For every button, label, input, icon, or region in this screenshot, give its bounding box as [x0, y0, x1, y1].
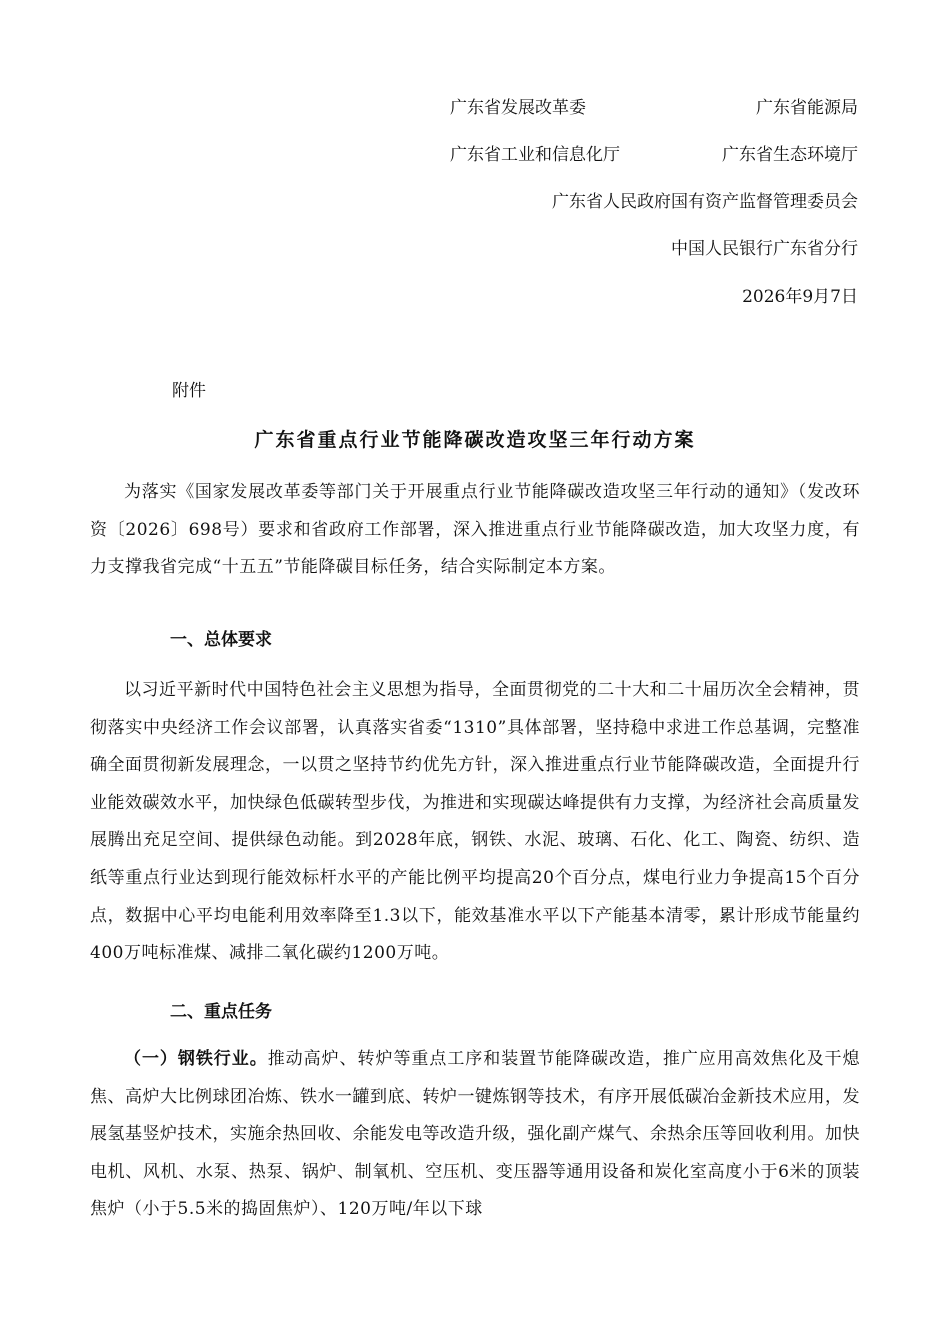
issuer-miit: 广东省工业和信息化厅 — [450, 145, 620, 165]
issuer-pboc: 中国人民银行广东省分行 — [671, 239, 858, 259]
steel-industry-paragraph — [90, 1041, 860, 1229]
issuer-ndrc: 广东省发展改革委 — [450, 98, 586, 118]
overall-requirements-paragraph: 以习近平新时代中国特色社会主义思想为指导，全面贯彻党的二十大和二十届历次全会精神，贯彻落实中央经济工作会议部署，认真落实省委“1310”具体部署，坚持稳中求进工作总基调，完整准确全面贯彻新发展理念，一以贯之坚持节约优先方针，深入推进重点行业节能降碳改造，全面提升行业能效碳效水平，加快绿色低碳转型步伐，为推进和实现碳达峰提供有力支撑，为经济社会高质量发展腾出充足空间、提供绿色动能。到2028年底，钢铁、水泥、玻璃、石化、化工、陶瓷、纺织、造纸等重点行业达到现行能效标杆水平的产能比例平均提高20个百分点，煤电行业力争提高15个百分点，数据中心平均电能利用效率降至1.3以下，能效基准水平以下产能基本清零，累计形成节能量约400万吨标准煤、减排二氧化碳约1200万吨。 — [90, 680, 860, 964]
attachment-label: 附件 — [172, 381, 206, 401]
document-title: 广东省重点行业节能降碳改造攻坚三年行动方案 — [254, 429, 696, 451]
issuer-sasac: 广东省人民政府国有资产监督管理委员会 — [552, 192, 858, 212]
issuer-energy-bureau: 广东省能源局 — [756, 98, 858, 118]
section-heading-overall: 一、总体要求 — [170, 630, 272, 650]
steel-industry-body: 推动高炉、转炉等重点工序和装置节能降碳改造，推广应用高效焦化及干熄焦、高炉大比例球团冶炼、铁水一罐到底、转炉一键炼钢等技术，有序开展低碳冶金新技术应用，发展氢基竖炉技术，实施余热回收、余能发电等改造升级，强化副产煤气、余热余压等回收利用。加快电机、风机、水泵、热泵、锅炉、制氧机、空压机、变压器等通用设备和炭化室高度小于6米的顶装焦炉（小于5.5米的捣固焦炉）、120万吨/年以下球 — [90, 1049, 861, 1220]
intro-paragraph: 为落实《国家发展改革委等部门关于开展重点行业节能降碳改造攻坚三年行动的通知》（发改环资〔2026〕698号）要求和省政府工作部署，深入推进重点行业节能降碳改造，加大攻坚力度，有力支撑我省完成“十五五”节能降碳目标任务，结合实际制定本方案。 — [90, 482, 860, 578]
issuer-ecology-dept: 广东省生态环境厅 — [722, 145, 858, 165]
section-heading-tasks: 二、重点任务 — [170, 1002, 272, 1022]
steel-industry-lead: （一）钢铁行业。 — [124, 1049, 268, 1069]
issue-date: 2026年9月7日 — [742, 287, 858, 307]
